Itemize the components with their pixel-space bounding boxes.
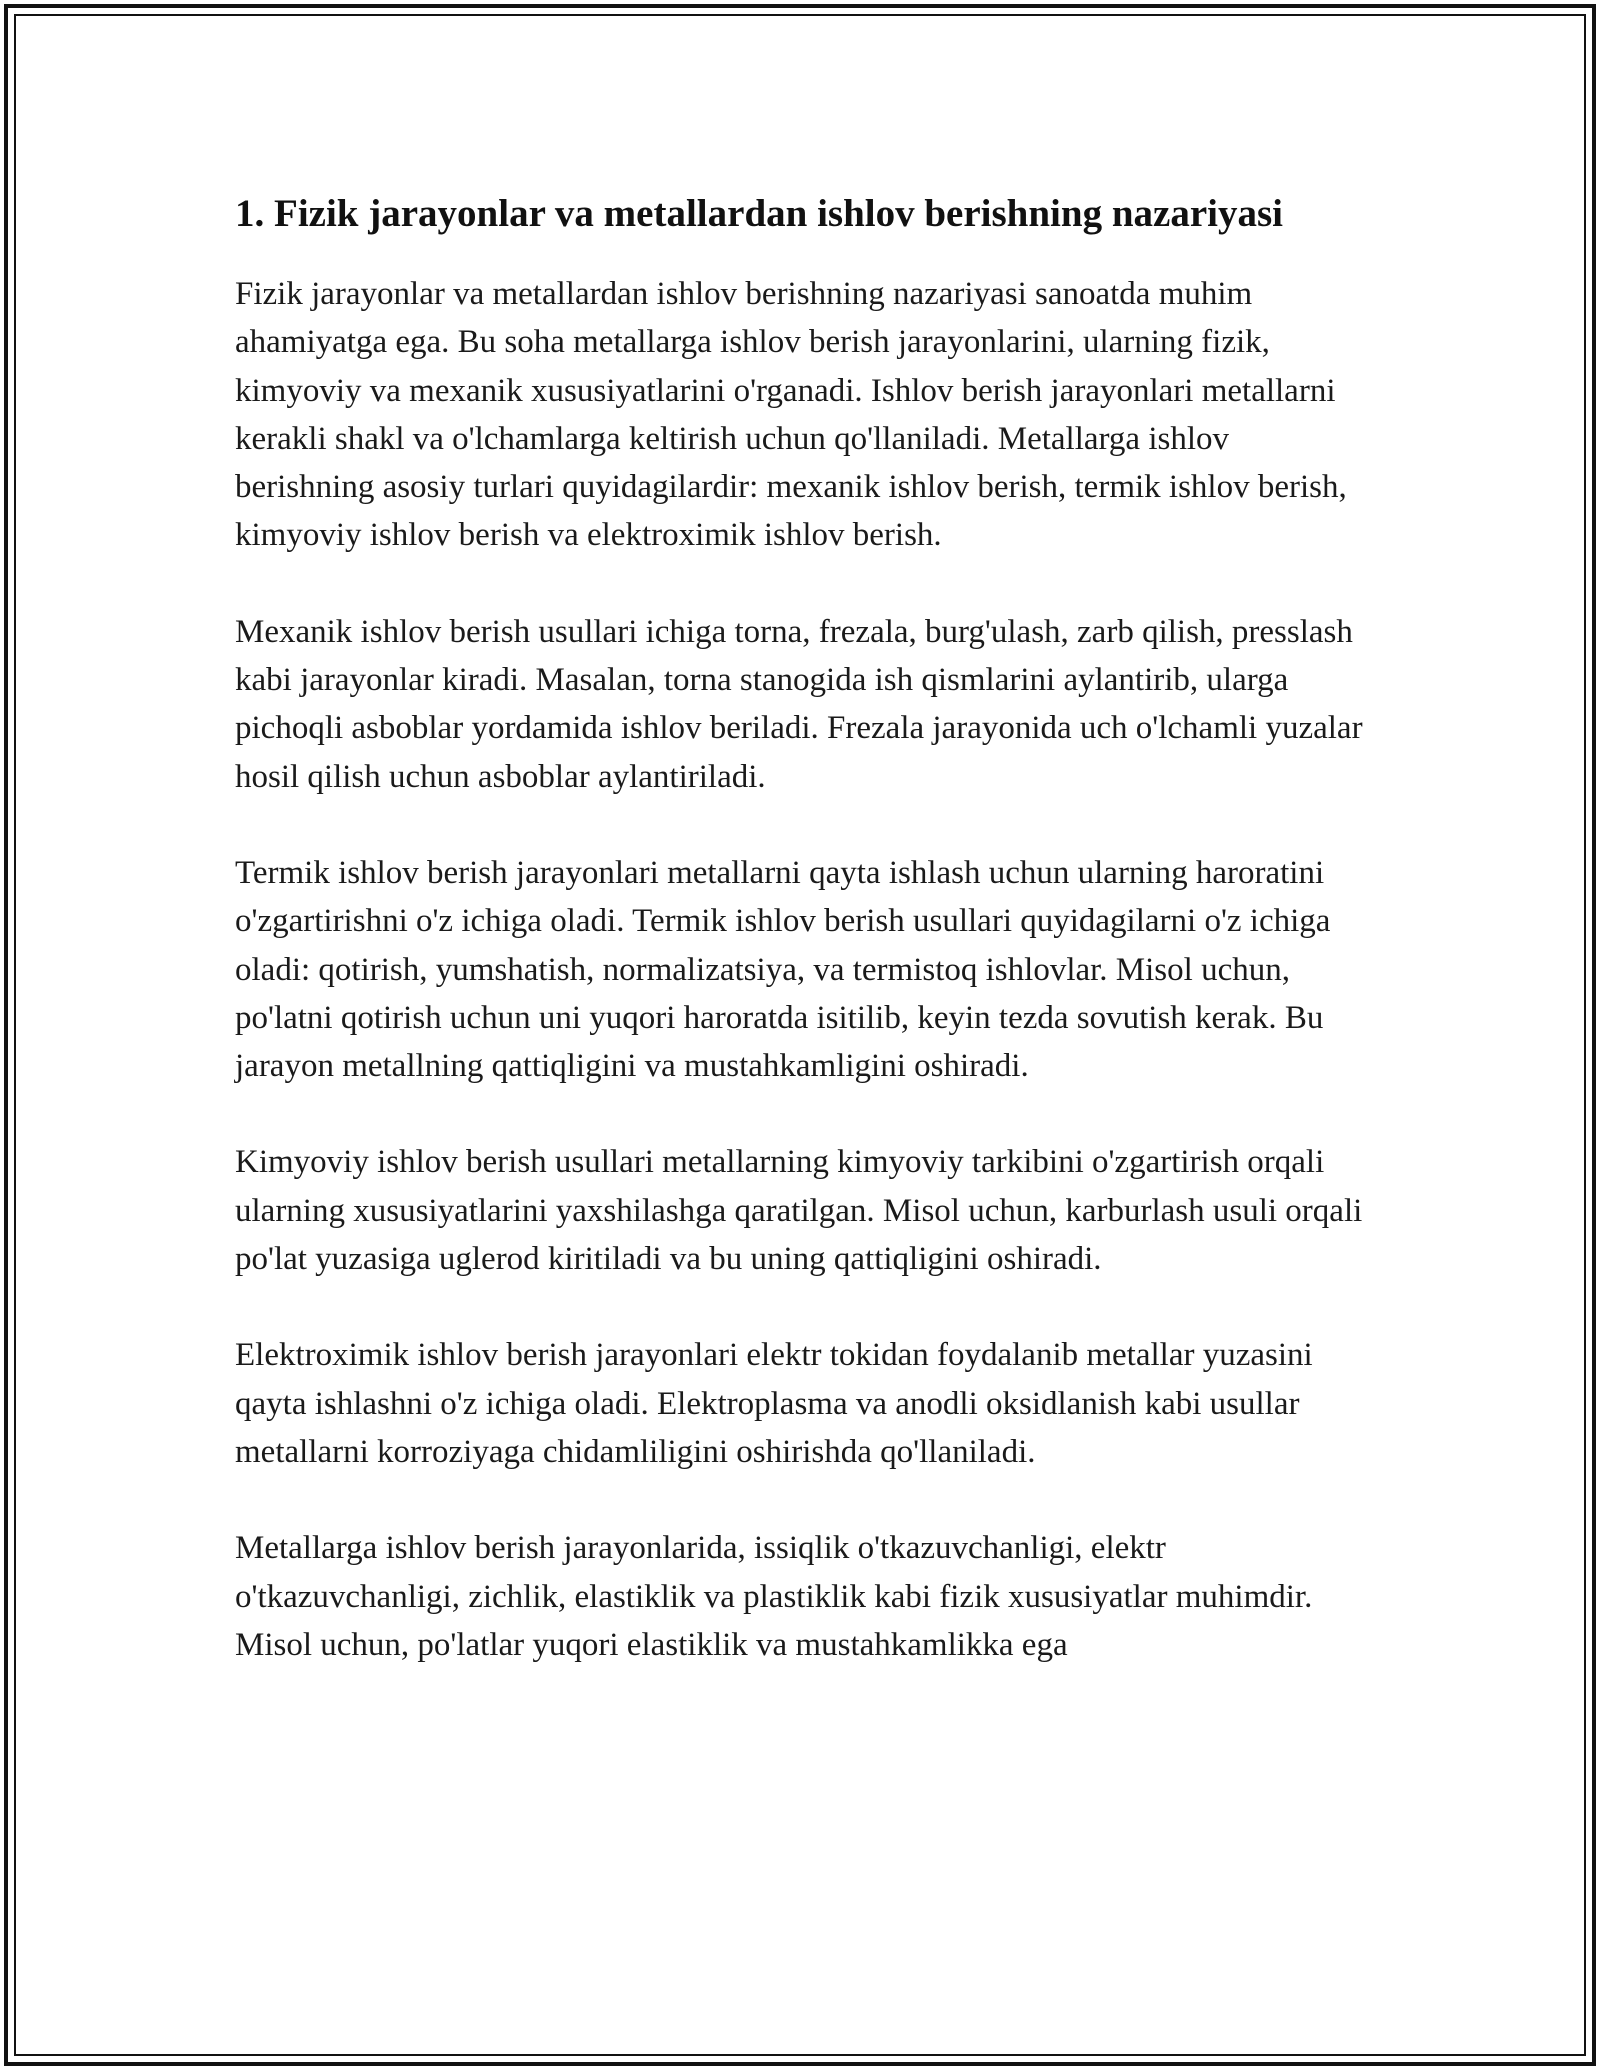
paragraph-intro: Fizik jarayonlar va metallardan ishlov berishning nazariyasi sanoatda muhim ahamiyatga ega. Bu soha metallarga ishlov berish jarayonlarini, ularning fizik, kimyoviy va mexanik xususiyatlarini o'rganadi. Ishlov berish jarayonlari metallarni kerakli shakl va o'lchamlarga keltirish uchun qo'llaniladi. Metallarga ishlov berishning asosiy turlari quyidagilardir: mexanik ishlov berish, termik ishlov berish, kimyoviy ishlov berish va elektroximik ishlov berish. — [235, 276, 1347, 554]
paragraph-physical-properties: Metallarga ishlov berish jarayonlarida, issiqlik o'tkazuvchanligi, elektr o'tkazuvchanligi, zichlik, elastiklik va plastiklik kabi fizik xususiyatlar muhimdir. Misol uchun, po'latlar yuqori elastiklik va mustahkamlikka ega — [235, 1530, 1313, 1663]
paragraph-electrochemical: Elektroximik ishlov berish jarayonlari elektr tokidan foydalanib metallar yuzasini qayta ishlashni o'z ichiga oladi. Elektroplasma va anodli oksidlanish kabi usullar metallarni korroziyaga chidamliligini oshirishda qo'llaniladi. — [235, 1337, 1313, 1470]
paragraph-chemical: Kimyoviy ishlov berish usullari metallarning kimyoviy tarkibini o'zgartirish orqali ularning xususiyatlarini yaxshilashga qaratilgan. Misol uchun, karburlash usuli orqali po'lat yuzasiga uglerod kiritiladi va bu uning qattiqligini oshiradi. — [235, 1144, 1363, 1278]
section-heading: 1. Fizik jarayonlar va metallardan ishlov berishning nazariyasi — [235, 192, 1283, 235]
document-page — [235, 188, 1375, 1717]
paragraph-mechanical: Mexanik ishlov berish usullari ichiga torna, frezala, burg'ulash, zarb qilish, presslash kabi jarayonlar kiradi. Masalan, torna stanogida ish qismlarini aylantirib, ularga pichoqli asboblar yordamida ishlov beriladi. Frezala jarayonida uch o'lchamli yuzalar hosil qilish uchun asboblar aylantiriladi. — [235, 613, 1363, 795]
paragraph-thermal: Termik ishlov berish jarayonlari metallarni qayta ishlash uchun ularning haroratini o'zgartirishni o'z ichiga oladi. Termik ishlov berish usullari quyidagilarni o'z ichiga oladi: qotirish, yumshatish, normalizatsiya, va termistoq ishlovlar. Misol uchun, po'latni qotirish uchun uni yuqori haroratda isitilib, keyin tezda sovutish kerak. Bu jarayon metallning qattiqligini va mustahkamligini oshiradi. — [235, 854, 1331, 1085]
